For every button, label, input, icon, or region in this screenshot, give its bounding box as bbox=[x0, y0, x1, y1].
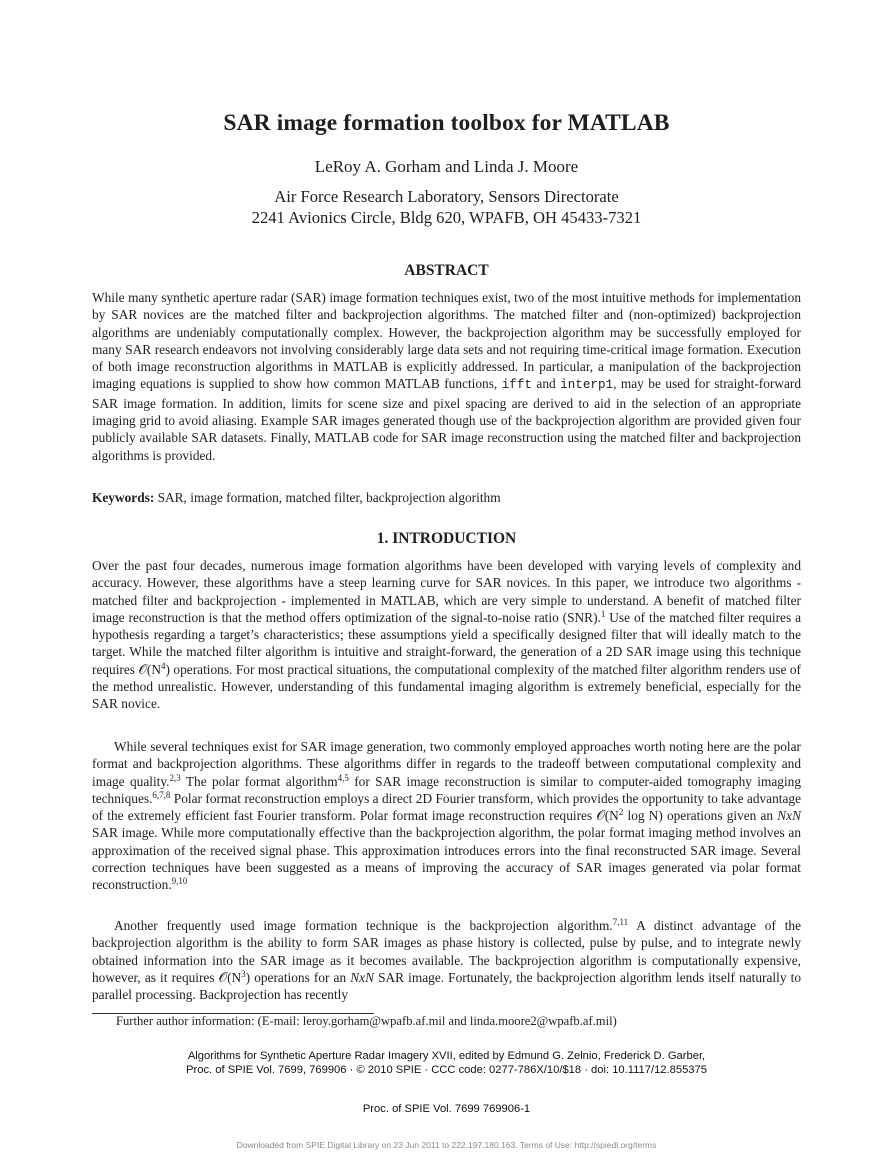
intro-paragraph-1 bbox=[92, 557, 801, 713]
p1-text-b: Use of the matched filter requires a hypothesis regarding a target’s characteristics; these assumptions yield a specifically designed filter that will ideally match to the target. While the matched filter algorithm is intuitive and straight-forward, the generation of a 2D SAR image using this technique requires bbox=[92, 609, 801, 677]
author-list: LeRoy A. Gorham and Linda J. Moore bbox=[314, 157, 579, 176]
math-nxn: NxN bbox=[350, 969, 374, 985]
keywords bbox=[92, 489, 801, 506]
author-footnote: Further author information: (E-mail: leroy.gorham@wpafb.af.mil and linda.moore2@wpafb.af.mil) bbox=[116, 1014, 617, 1028]
publication-line-2: Proc. of SPIE Vol. 7699, 769906 · © 2010 SPIE · CCC code: 0277-786X/10/$18 · doi: 10.1117/12.855375 bbox=[186, 1063, 707, 1076]
p2-text-f: SAR image. While more computationally effective than the backprojection algorithm, the polar format imaging method involves an approximation of the received signal phase. This approximation introduces errors into the final reconstructed SAR image. Several correction techniques have been suggested as a means of improving the accuracy of SAR images generated via polar format reconstruction. bbox=[92, 825, 801, 893]
math-order: 𝒪(N bbox=[218, 969, 242, 985]
abstract-text-1: While many synthetic aperture radar (SAR) image formation techniques exist, two of the most intuitive methods for implementation by SAR novices are the matched filter and backprojection algorithms. The matched filter and (non-optimized) backprojection algorithms are undeniably computationally complex. However, the backprojection algorithm may be successfully employed for many SAR research endeavors not involving considerably large data sets and not requiring time-critical image formation. Execution of both image reconstruction algorithms in MATLAB is explicitly addressed. In particular, a manipulation of the backprojection imaging equations is supplied to show how common MATLAB functions, bbox=[92, 290, 801, 392]
abstract-text-3: , may be used for straight-forward SAR image formation. In addition, limits for scene size and pixel spacing are derived to aid in the selection of an appropriate imaging grid to avoid aliasing. Example SAR images generated though use of the backprojection algorithm are provided given four publicly available SAR datasets. Finally, MATLAB code for SAR image reconstruction using the matched filter and backprojection algorithms is provided. bbox=[92, 376, 802, 463]
citation-ref[interactable]: 4,5 bbox=[337, 772, 349, 783]
p2-text-c: for SAR image reconstruction is similar to computer-aided tomography imaging techniques. bbox=[92, 773, 802, 806]
math-big-o bbox=[596, 808, 662, 823]
math-exponent: 2 bbox=[618, 807, 624, 818]
p1-text-a: Over the past four decades, numerous image formation algorithms have been developed with varying levels of complexity and accuracy. However, these algorithms have a steep learning curve for SAR novices. In this paper, we introduce two algorithms - matched filter and backprojection - implemented in MATLAB, which are very simple to understand. A benefit of matched filter image reconstruction is that the method offers optimization of the signal-to-noise ratio (SNR). bbox=[92, 558, 801, 625]
paper-title: SAR image formation toolbox for MATLAB bbox=[223, 110, 670, 136]
citation-ref[interactable]: 7,11 bbox=[612, 917, 629, 927]
citation-ref[interactable]: 1 bbox=[600, 608, 606, 619]
citation-ref[interactable]: 9,10 bbox=[171, 876, 188, 887]
math-big-o bbox=[138, 662, 169, 677]
keywords-text: SAR, image formation, matched filter, backprojection algorithm bbox=[154, 490, 501, 505]
p2-text-d: Polar format reconstruction employs a direct 2D Fourier transform, which provides the opportunity to take advantage of the extremely efficient fast Fourier transform. Polar format image reconstruction requires bbox=[92, 790, 801, 824]
intro-paragraph-3 bbox=[92, 917, 801, 1003]
section-heading-introduction: 1. INTRODUCTION bbox=[376, 530, 517, 547]
p3-text-c: operations for an bbox=[250, 969, 351, 985]
affiliation bbox=[0, 187, 893, 228]
p3-text-d: SAR image. Fortunately, the backprojection algorithm lends itself naturally to parallel processing. Backprojection has recently bbox=[92, 969, 801, 1003]
abstract-text-2: and bbox=[531, 376, 561, 392]
keywords-label: Keywords: bbox=[92, 490, 155, 505]
math-tail: log N) bbox=[623, 808, 663, 824]
math-exponent: 3 bbox=[241, 968, 246, 979]
math-order: 𝒪(N bbox=[596, 808, 619, 824]
p2-text-b: The polar format algorithm bbox=[180, 773, 338, 789]
publication-info bbox=[0, 1050, 893, 1077]
citation-ref[interactable]: 6,7,8 bbox=[152, 789, 171, 800]
affiliation-line-1: Air Force Research Laboratory, Sensors Directorate bbox=[274, 187, 619, 206]
citation-ref[interactable]: 2,3 bbox=[169, 772, 181, 783]
math-exponent: 4 bbox=[160, 660, 166, 671]
abstract-heading: ABSTRACT bbox=[404, 262, 489, 279]
abstract-body bbox=[92, 289, 801, 464]
p3-text-b: A distinct advantage of the backprojection algorithm is the ability to form SAR images as phase history is collected, pulse by pulse, and to integrate newly obtained information into the SAR image as it becomes available. The backprojection algorithm is computationally expensive, however, as it requires bbox=[92, 918, 801, 985]
abstract-code-ifft: ifft bbox=[501, 378, 532, 393]
math-big-o bbox=[219, 970, 250, 985]
download-notice: Downloaded from SPIE Digital Library on 23 Jun 2011 to 222.197.180.163. Terms of Use: http://spiedl.org/terms bbox=[236, 1140, 657, 1150]
publication-line-1: Algorithms for Synthetic Aperture Radar Imagery XVII, edited by Edmund G. Zelnio, Frederick D. Garber, bbox=[187, 1050, 706, 1062]
page-number: Proc. of SPIE Vol. 7699 769906-1 bbox=[362, 1103, 531, 1115]
math-order: 𝒪(N bbox=[138, 661, 161, 677]
math-close: ) bbox=[245, 969, 251, 985]
p2-text-e: operations given an bbox=[662, 808, 778, 824]
intro-paragraph-2 bbox=[92, 738, 801, 894]
math-close: ) bbox=[165, 661, 170, 677]
p3-text-a: Another frequently used image formation technique is the backprojection algorithm. bbox=[114, 918, 613, 933]
p1-text-c: operations. For most practical situations, the computational complexity of the matched filter algorithm renders use of the method unrealistic. However, understanding of this fundamental imaging algorithm is extremely beneficial, especially for the SAR novice. bbox=[92, 661, 801, 712]
p2-text-a: While several techniques exist for SAR image generation, two commonly employed approaches worth noting here are the polar format and backprojection algorithms. These algorithms differ in regards to the tradeoff between computational complexity and image quality. bbox=[92, 739, 801, 789]
affiliation-line-2: 2241 Avionics Circle, Bldg 620, WPAFB, OH 45433-7321 bbox=[251, 207, 642, 227]
math-nxn: NxN bbox=[777, 808, 802, 824]
abstract-code-interp1: interp1 bbox=[560, 378, 614, 393]
